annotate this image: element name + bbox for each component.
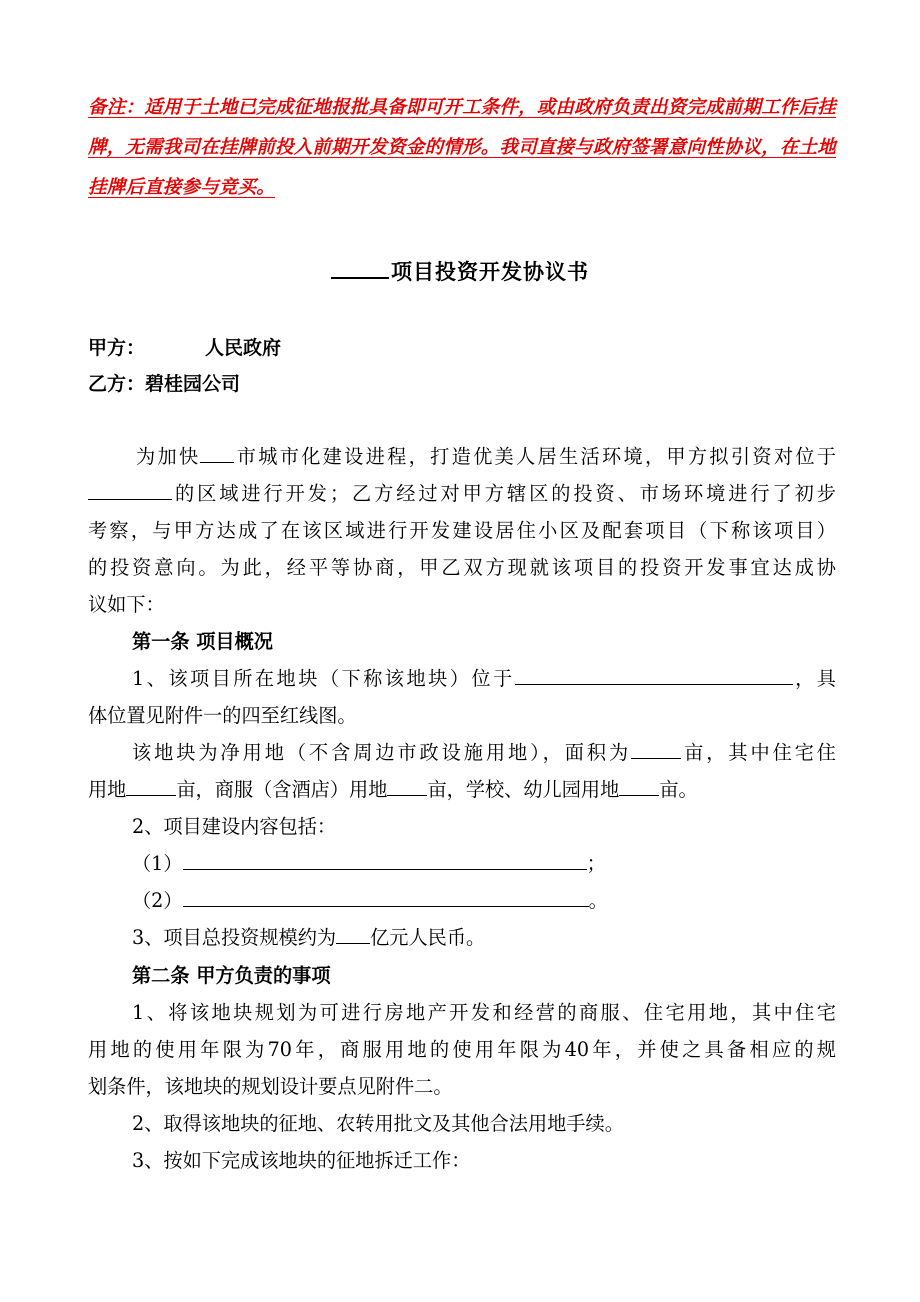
party-a-label: 甲方： [88,337,146,359]
remark-line-3: 挂牌后直接参与竞买。 [88,177,276,198]
blank-residential-area [126,775,176,796]
document-title [0,254,920,290]
party-a-name: 人民政府 [205,337,282,359]
article-2 [88,957,836,1179]
article-2-heading: 第二条 甲方负责的事项 [132,964,331,987]
blank-city [200,442,234,463]
title-text: 项目投资开发协议书 [391,259,589,284]
article-1-p2-line-2: 用地 亩，商服（含酒店）用地 亩，学校、幼儿园用地 亩。 [88,771,836,808]
article-1-item-2: （2） 。 [88,882,836,919]
intro-line-4: 的投资意向。为此，经平等协商，甲乙双方现就该项目的投资开发事宜达成协 [88,556,836,579]
article-1-p2-line-1: 该地块为净用地（不含周边市政设施用地），面积为 亩，其中住宅住 [88,734,836,771]
blank-commercial-area [387,775,427,796]
intro-line-5: 议如下： [88,593,165,616]
party-a [88,330,281,366]
article-1-p1-line-1: 1、该项目所在地块（下称该地块）位于 ，具 [88,660,836,697]
blank-item-2 [183,886,589,907]
article-2-p1-line-2: 用地的使用年限为70年，商服用地的使用年限为40年，并使之具备相应的规 [88,1038,836,1061]
remark-line-2: 牌，无需我司在挂牌前投入前期开发资金的情形。我司直接与政府签署意向性协议，在土地 [88,137,837,158]
intro-line-2: 的区域进行开发；乙方经过对甲方辖区的投资、市场环境进行了初步 [88,475,836,512]
article-1-p3: 2、项目建设内容包括： [132,815,337,838]
blank-school-area [619,775,659,796]
article-2-p2: 2、取得该地块的征地、农转用批文及其他合法用地手续。 [132,1112,624,1135]
remark-line-1: 备注：适用于土地已完成征地报批具备即可开工条件，或由政府负责出资完成前期工作后挂 [88,97,837,118]
party-b-label: 乙方： [88,373,146,395]
title-blank [331,255,389,279]
intro-line-3: 考察，与甲方达成了在该区域进行开发建设居住小区及配套项目（下称该项目） [88,519,836,542]
blank-total-area [631,738,681,759]
remark-note [88,88,836,208]
intro-paragraph [88,438,836,623]
article-1-item-1: （1） ； [88,845,836,882]
blank-item-1 [183,849,587,870]
party-b-name: 碧桂园公司 [145,373,241,395]
article-1-p1-line-2: 体位置见附件一的四至红线图。 [88,704,357,727]
party-b [88,366,240,402]
article-2-p1-line-1: 1、将该地块规划为可进行房地产开发和经营的商服、住宅用地，其中住宅 [132,1001,836,1024]
article-1 [88,623,836,956]
article-1-heading: 第一条 项目概况 [132,630,273,653]
blank-investment [336,923,370,944]
article-2-p3: 3、按如下完成该地块的征地拆迁工作： [132,1149,471,1172]
blank-plot-location [515,664,793,685]
blank-location [88,479,172,500]
intro-line-1: 为加快 市城市化建设进程，打造优美人居生活环境，甲方拟引资对位于 [88,438,836,475]
article-1-p4: 3、项目总投资规模约为 亿元人民币。 [88,919,836,956]
article-2-p1-line-3: 划条件，该地块的规划设计要点见附件二。 [88,1075,453,1098]
